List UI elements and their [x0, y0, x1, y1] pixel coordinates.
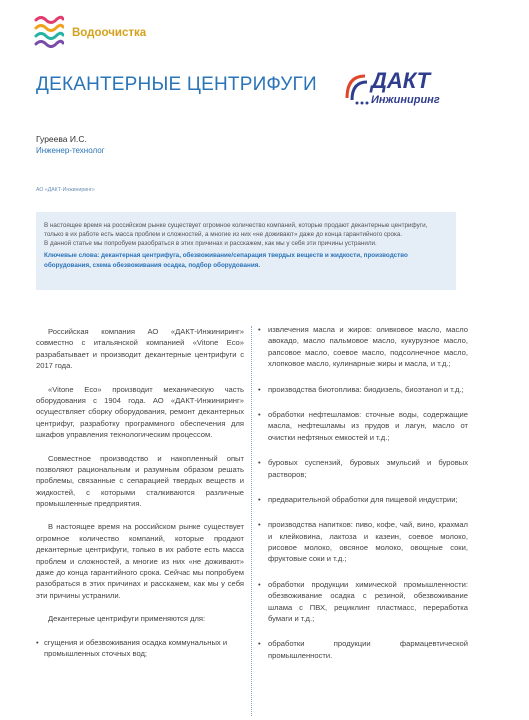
paragraph: Декантерные центрифуги применяются для: — [48, 614, 206, 624]
application-list-start — [36, 637, 244, 660]
abstract-text: В настоящее время на российском рынке существует огромное количество компаний, которые продают декантерные центрифуги, только в их работе есть масса проблем и сложностей, а многие из них «не доживают» даже до конца гарантийного срока. — [44, 222, 428, 239]
right-column — [258, 324, 468, 661]
company-logo-subname: Инжиниринг — [371, 94, 440, 106]
journal-name: Водоочистка — [72, 27, 147, 39]
author-role: Инженер-технолог — [36, 146, 105, 155]
left-column — [36, 326, 244, 659]
list-item: • предварительной обработки для пищевой индустрии; — [258, 494, 468, 505]
abstract-text-2: В данной статье мы попробуем разобраться в этих причинах и расскажем, как мы у себя эти причины устранили. — [44, 240, 377, 248]
paragraph: В настоящее время на российском рынке существует огромное количество компаний, которые продают декантерные центрифуги, только в их работе есть масса проблем и сложностей, а многие из них «не доживают» даже до конца гарантийного срока. Сейчас мы попробуем разобраться в этих причинах и расскажем, как мы у себя эти причины устранили. — [36, 522, 244, 600]
journal-logo-icon — [34, 14, 64, 50]
list-item: • обработки продукции фармацевтической промышленности. — [258, 638, 468, 661]
paragraph: Совместное производство и накопленный опыт позволяют рациональным и разумным образом решать проблемы, связанные с сепарацией твердых веществ и жидкостей, с которыми сталкиваются различные промышленные предприятия. — [36, 453, 244, 509]
paragraph: Российская компания АО «ДАКТ-Инжиниринг» совместно с итальянской компанией «Vitone Eco» разрабатывает и производит декантерные центрифуги с 2017 года. — [36, 327, 244, 371]
list-item: • буровых суспензий, буровых эмульсий и буровых растворов; — [258, 457, 468, 480]
list-item: • обработки нефтешламов: сточные воды, содержащие масла, нефтешламы из прудов и лагун, масло от очистки нефтяных емкостей и т.д.; — [258, 409, 468, 443]
affiliation: АО «ДАКТ-Инжиниринг» — [36, 187, 95, 193]
author-name: Гуреева И.С. — [36, 134, 87, 144]
company-logo — [343, 70, 463, 112]
application-list — [258, 324, 468, 661]
paragraph: «Vitone Eco» производит механическую часть оборудования с 1904 года. АО «ДАКТ-Инжиниринг» осуществляет сборку оборудования, ремонт декантерных центрифуг, разработку программного обеспечения для шкафов управления технологическим процессом. — [36, 384, 244, 440]
keywords: Ключевые слова: декантерная центрифуга, обезвоживание/сепарация твердых веществ и жидкости, производство оборудования, схема обезвоживания осадка, подбор оборудования. — [44, 252, 408, 269]
list-item: • обработки продукции химической промышленности: обезвоживание осадка с резиной, обезвоживание шлама с ПВХ, рециклинг пластмасс, переработка бумаги и т.д.; — [258, 579, 468, 625]
company-logo-name: ДАКТ — [371, 68, 431, 93]
list-item: • извлечения масла и жиров: оливковое масло, масло авокадо, масло пальмовое масло, кукурузное масло, рапсовое масло, соевое масло, подсолнечное масло, хлопковое масло, кулинарные жиры и масла, и т.д.; — [258, 324, 468, 370]
column-divider — [251, 326, 252, 716]
list-item: • производства напитков: пиво, кофе, чай, вино, крахмал и клейковина, лактоза и казеин, соевое молоко, рисовое молоко, овсяное молоко, овощные соки, фруктовые соки и т.д.; — [258, 519, 468, 565]
article-title: ДЕКАНТЕРНЫЕ ЦЕНТРИФУГИ — [36, 74, 317, 95]
list-item: • производства биотоплива: биодизель, биоэтанол и т.д.; — [258, 384, 468, 395]
abstract-box — [36, 212, 456, 290]
list-item: • сгущения и обезвоживания осадка коммунальных и промышленных сточных вод; — [36, 637, 244, 660]
